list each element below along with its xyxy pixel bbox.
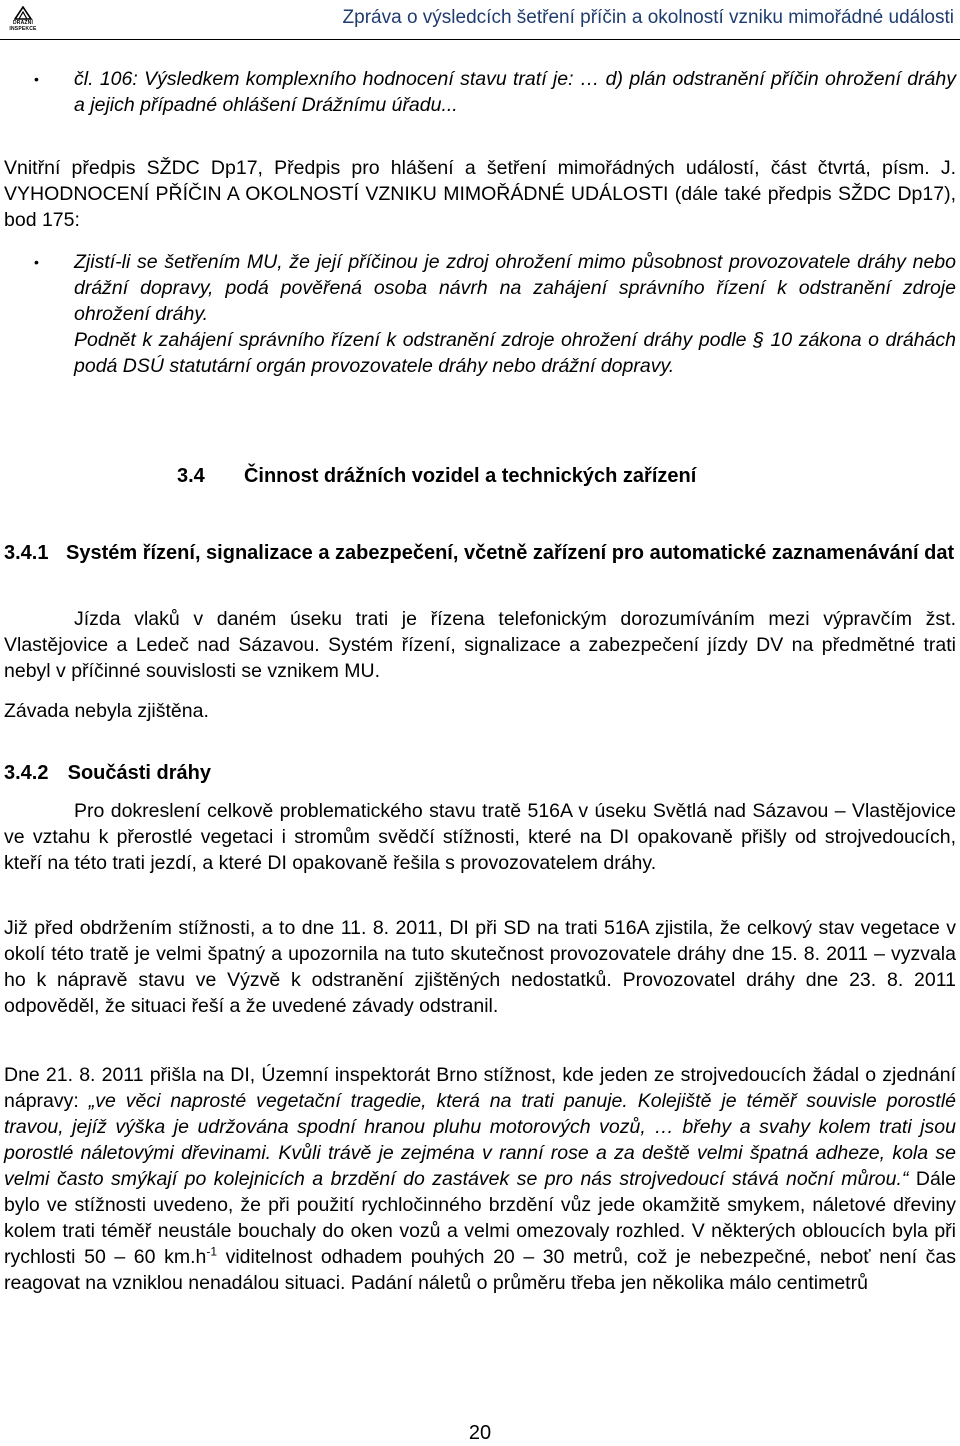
section-title: Systém řízení, signalizace a zabezpečení, včetně zařízení pro automatické zaznamenávání dat xyxy=(66,542,955,564)
bullet-text-podnet: Podnět k zahájení správního řízení k odstranění zdroje ohrožení dráhy podle § 10 zákona o dráhách podá DSÚ statutární orgán provozovatele dráhy nebo drážní dopravy. xyxy=(74,329,956,377)
section-number: 3.4 xyxy=(177,465,205,487)
page-header xyxy=(0,0,960,40)
complaint-intro: Dne 21. 8. 2011 přišla na DI, Územní inspektorát Brno stížnost, kde jeden ze strojvedoucích žádal o zjednání nápravy: xyxy=(4,1064,956,1112)
drazni-inspekce-logo xyxy=(4,3,42,35)
logo-text: DRÁŽNÍ INSPEKCE xyxy=(9,20,37,32)
paragraph-3-4-1-b: Závada nebyla zjištěna. xyxy=(4,700,209,722)
header-divider xyxy=(0,39,960,40)
section-heading-3-4-1 xyxy=(4,540,956,566)
section-heading-3-4 xyxy=(177,463,877,489)
document-title: Zpráva o výsledcích šetření příčin a okolností vzniku mimořádné události xyxy=(342,7,954,28)
paragraph-3-4-1-a: Jízda vlaků v daném úseku trati je řízena telefonickým dorozumíváním mezi výpravčím žst. Vlastějovice a Ledeč nad Sázavou. Systém řízení, signalizace a zabezpečení jízdy DV na předmětné trati nebyl v příčinné souvislosti se vznikem MU. xyxy=(4,608,956,682)
logo-emblem-icon xyxy=(14,6,32,20)
complaint-quote: „ve věci naprosté vegetační tragedie, která na trati panuje. Kolejiště je téměř souvisle porostlé travou, jejíž výška je udržována spodní hranou pluhu motorových vozů, … břehy a svahy kolem trati jsou porostlé náletovými dřevinami. Kvůli trávě je zejména v ranní rose a za deště velmi špatná adheze, kola se velmi často smýkají po kolejnicích a brzdění do zastávek se pro nás strojvedoucí stává noční můrou.“ xyxy=(4,1090,956,1190)
paragraph-dp17: Vnitřní předpis SŽDC Dp17, Předpis pro hlášení a šetření mimořádných událostí, část čtvrtá, písm. J. VYHODNOCENÍ PŘÍČIN A OKOLNOSTÍ VZNIKU MIMOŘÁDNÉ UDÁLOSTI (dále také předpis SŽDC Dp17), bod 175: xyxy=(4,157,956,231)
bullet-icon: • xyxy=(34,254,39,270)
paragraph-3-4-2-b: Již před obdržením stížnosti, a to dne 11. 8. 2011, DI při SD na trati 516A zjistila, že celkový stav vegetace v okolí této tratě je velmi špatný a upozornila na tuto skutečnost provozovatele dráhy dne 15. 8. 2011 – vyzvala ho k nápravě stavu ve Výzvě k odstranění zjištěných nedostatků. Provozovatel dráhy dne 23. 8. 2011 odpověděl, že situaci řeší a že uvedené závady odstranil. xyxy=(4,917,956,1017)
section-heading-3-4-2 xyxy=(4,760,956,786)
section-title: Součásti dráhy xyxy=(67,762,211,784)
unit-superscript: -1 xyxy=(206,1244,217,1259)
paragraph-3-4-2-c xyxy=(4,1062,956,1296)
page-number: 20 xyxy=(468,1422,492,1444)
complaint-details-tail: viditelnost odhadem pouhých 20 – 30 metrů, což je nebezpečné, neboť není čas reagovat na vzniklou nenadálou situaci. Padání náletů o průměru třeba jen několika málo centimetrů xyxy=(4,1246,956,1294)
section-title: Činnost drážních vozidel a technických zařízení xyxy=(243,465,697,487)
section-number: 3.4.1 xyxy=(4,542,49,564)
bullet-icon: • xyxy=(34,71,39,87)
bullet-text-bod175: Zjistí-li se šetřením MU, že její příčinou je zdroj ohrožení mimo působnost provozovatele dráhy nebo drážní dopravy, podá pověřená osoba návrh na zahájení správního řízení k odstranění zdroje ohrožení dráhy. xyxy=(74,251,956,325)
complaint-details: Dále bylo ve stížnosti uvedeno, že při použití rychločinného brzdění vůz jede okamžitě smykem, náletové dřeviny kolem trati téměř neustále bouchaly do oken vozů a velmi omezovaly rozhled. V některých obloucích byla při rychlosti 50 – 60 km.h xyxy=(4,1168,956,1268)
section-number: 3.4.2 xyxy=(4,762,49,784)
bullet-text-cl106: čl. 106: Výsledkem komplexního hodnocení stavu tratí je: … d) plán odstranění příčin ohrožení dráhy a jejich případné ohlášení Drážnímu úřadu... xyxy=(74,68,956,116)
paragraph-3-4-2-a: Pro dokreslení celkově problematického stavu tratě 516A v úseku Světlá nad Sázavou – Vlastějovice ve vztahu k přerostlé vegetaci i stromům svědčí stížnosti, které na DI opakovaně přišly od strojvedoucích, kteří na této trati jezdí, a které DI opakovaně řešila s provozovatelem dráhy. xyxy=(4,800,956,874)
